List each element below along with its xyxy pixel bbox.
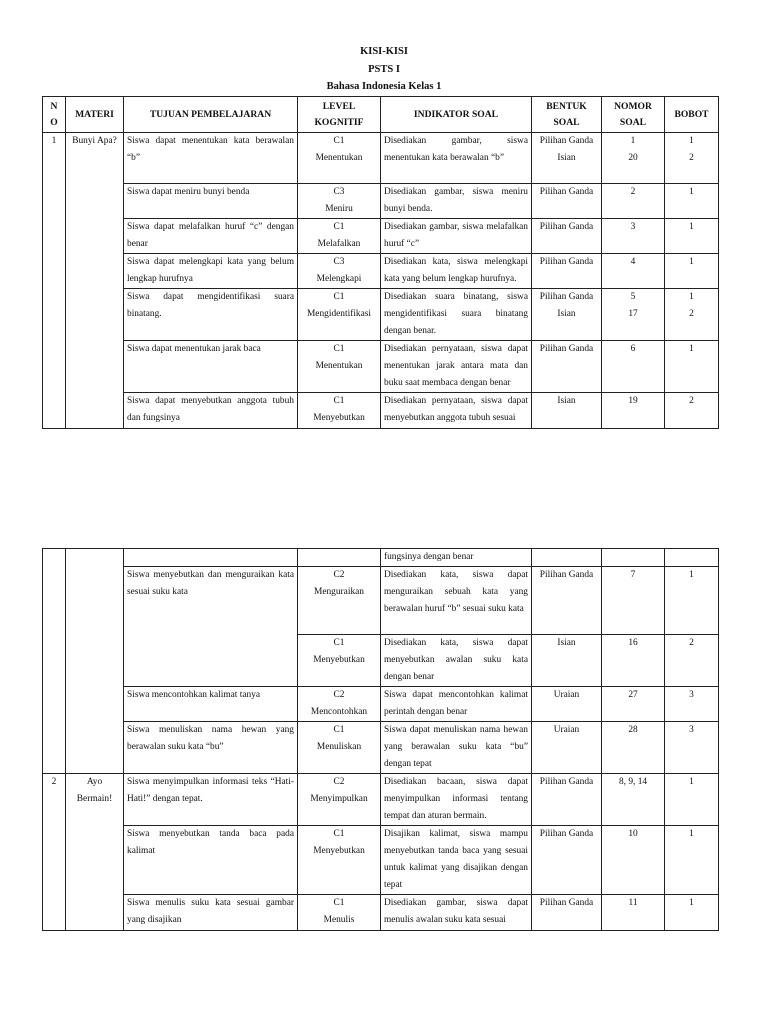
level-cell: C1 Menulis (298, 895, 381, 931)
header-indikator: INDIKATOR SOAL (381, 97, 532, 133)
nomor-cell: 10 (602, 826, 665, 895)
bobot-cell: 2 (665, 635, 719, 687)
materi-cell: Ayo Bermain! (66, 774, 124, 931)
bobot-cell: 3 (665, 687, 719, 722)
level-cell: C1 Melafalkan (298, 219, 381, 254)
indikator-cell: Disediakan suara binatang, siswa mengidentifikasi suara binatang dengan benar. (381, 289, 532, 341)
bobot-cell: 1 (665, 219, 719, 254)
bentuk-cell: Pilihan Ganda Isian (532, 133, 602, 184)
indikator-cell: Siswa dapat mencontohkan kalimat perintah dengan benar (381, 687, 532, 722)
nomor-cell: 7 (602, 567, 665, 635)
bentuk-cell (532, 549, 602, 567)
level-cell: C1 Menyebutkan (298, 393, 381, 429)
level-cell (298, 549, 381, 567)
bobot-cell: 1 (665, 254, 719, 289)
level-cell: C2 Mencontohkan (298, 687, 381, 722)
nomor-cell: 28 (602, 722, 665, 774)
bobot-cell: 2 (665, 393, 719, 429)
bentuk-cell: Pilihan Ganda (532, 567, 602, 635)
indikator-cell: Disajikan kalimat, siswa mampu menyebutkan tanda baca yang sesuai untuk kalimat yang disajikan dengan tepat (381, 826, 532, 895)
level-cell: C2 Menyimpulkan (298, 774, 381, 826)
level-cell: C3 Melengkapi (298, 254, 381, 289)
bobot-cell: 1 (665, 774, 719, 826)
level-cell: C1 Menentukan (298, 133, 381, 184)
nomor-cell: 3 (602, 219, 665, 254)
tujuan-cell: Siswa dapat menyebutkan anggota tubuh dan fungsinya (124, 393, 298, 429)
indikator-cell: Siswa dapat menuliskan nama hewan yang berawalan suku kata “bu” dengan tepat (381, 722, 532, 774)
table-row (43, 895, 719, 931)
tujuan-cell: Siswa dapat mengidentifikasi suara binatang. (124, 289, 298, 341)
tujuan-cell: Siswa dapat melengkapi kata yang belum lengkap hurufnya (124, 254, 298, 289)
header-bobot: BOBOT (665, 97, 719, 133)
level-cell: C3 Meniru (298, 184, 381, 219)
indikator-cell: fungsinya dengan benar (381, 549, 532, 567)
table-row (43, 219, 719, 254)
tujuan-cell: Siswa menyebutkan dan menguraikan kata sesuai suku kata (124, 567, 298, 687)
bobot-cell: 1 (665, 341, 719, 393)
materi-cell: Bunyi Apa? (66, 133, 124, 429)
materi-cell (66, 549, 124, 774)
header-bentuk: BENTUK SOAL (532, 97, 602, 133)
indikator-cell: Disediakan gambar, siswa dapat menulis awalan suku kata sesuai (381, 895, 532, 931)
tujuan-cell: Siswa menyebutkan tanda baca pada kalimat (124, 826, 298, 895)
level-cell: C1 Menuliskan (298, 722, 381, 774)
nomor-cell: 19 (602, 393, 665, 429)
header-level: LEVEL KOGNITIF (298, 97, 381, 133)
table-row (43, 341, 719, 393)
continuation-row (43, 549, 719, 567)
header-no: N O (43, 97, 66, 133)
table-row (43, 722, 719, 774)
nomor-cell: 6 (602, 341, 665, 393)
bobot-cell: 1 2 (665, 133, 719, 184)
nomor-cell: 27 (602, 687, 665, 722)
document-title: KISI-KISI (360, 46, 408, 57)
level-cell: C1 Menyebutkan (298, 826, 381, 895)
bentuk-cell: Isian (532, 393, 602, 429)
indikator-cell: Disediakan bacaan, siswa dapat menyimpulkan informasi tentang tempat dan aturan bermain. (381, 774, 532, 826)
level-cell: C1 Menyebutkan (298, 635, 381, 687)
bobot-cell: 3 (665, 722, 719, 774)
nomor-cell: 16 (602, 635, 665, 687)
document-subtitle: PSTS I (368, 64, 400, 75)
indikator-cell: Disediakan kata, siswa dapat menguraikan sebuah kata yang berawalan huruf “b” sesuai suku kata (381, 567, 532, 635)
bentuk-cell: Pilihan Ganda (532, 341, 602, 393)
kisi-kisi-table-page-1 (42, 96, 719, 429)
table-row (43, 393, 719, 429)
nomor-cell (602, 549, 665, 567)
course-title: Bahasa Indonesia Kelas 1 (326, 81, 442, 92)
tujuan-cell: Siswa dapat menentukan kata berawalan “b” (124, 133, 298, 184)
nomor-cell: 8, 9, 14 (602, 774, 665, 826)
bentuk-cell: Pilihan Ganda (532, 895, 602, 931)
table-row (43, 289, 719, 341)
bentuk-cell: Pilihan Ganda (532, 184, 602, 219)
nomor-cell: 1 20 (602, 133, 665, 184)
bobot-cell: 1 (665, 895, 719, 931)
row-number: 1 (43, 133, 66, 429)
tujuan-cell: Siswa menuliskan nama hewan yang berawalan suku kata “bu” (124, 722, 298, 774)
table-row (43, 184, 719, 219)
bentuk-cell: Pilihan Ganda (532, 219, 602, 254)
tujuan-cell: Siswa menyimpulkan informasi teks “Hati-Hati!” dengan tepat. (124, 774, 298, 826)
table-row (43, 254, 719, 289)
nomor-cell: 4 (602, 254, 665, 289)
indikator-cell: Disediakan gambar, siswa meniru bunyi benda. (381, 184, 532, 219)
level-cell: C1 Mengidentifikasi (298, 289, 381, 341)
tujuan-cell: Siswa dapat menentukan jarak baca (124, 341, 298, 393)
table-row (43, 774, 719, 826)
bentuk-cell: Isian (532, 635, 602, 687)
indikator-cell: Disediakan kata, siswa melengkapi kata yang belum lengkap hurufnya. (381, 254, 532, 289)
indikator-cell: Disediakan pernyataan, siswa dapat menyebutkan anggota tubuh sesuai (381, 393, 532, 429)
kisi-kisi-table-page-2 (42, 548, 719, 931)
bentuk-cell: Pilihan Ganda (532, 254, 602, 289)
row-number (43, 549, 66, 774)
tujuan-cell: Siswa dapat melafalkan huruf “c” dengan benar (124, 219, 298, 254)
bobot-cell: 1 (665, 567, 719, 635)
bobot-cell: 1 (665, 826, 719, 895)
nomor-cell: 2 (602, 184, 665, 219)
nomor-cell: 5 17 (602, 289, 665, 341)
table-row (43, 567, 719, 635)
table-row (43, 133, 719, 184)
tujuan-cell: Siswa dapat meniru bunyi benda (124, 184, 298, 219)
tujuan-cell: Siswa menulis suku kata sesuai gambar yang disajikan (124, 895, 298, 931)
table-row (43, 826, 719, 895)
tujuan-cell (124, 549, 298, 567)
indikator-cell: Disediakan pernyataan, siswa dapat menentukan jarak antara mata dan buku saat membaca dengan benar (381, 341, 532, 393)
table-header-row (43, 97, 719, 133)
indikator-cell: Disediakan gambar, siswa menentukan kata berawalan “b” (381, 133, 532, 184)
indikator-cell: Disediakan kata, siswa dapat menyebutkan awalan suku kata dengan benar (381, 635, 532, 687)
bobot-cell: 1 (665, 184, 719, 219)
bentuk-cell: Uraian (532, 687, 602, 722)
bentuk-cell: Pilihan Ganda (532, 826, 602, 895)
bentuk-cell: Pilihan Ganda Isian (532, 289, 602, 341)
header-materi: MATERI (66, 97, 124, 133)
table-row (43, 687, 719, 722)
bobot-cell: 1 2 (665, 289, 719, 341)
header-tujuan: TUJUAN PEMBELAJARAN (124, 97, 298, 133)
row-number: 2 (43, 774, 66, 931)
level-cell: C1 Menentukan (298, 341, 381, 393)
indikator-cell: Disediakan gambar, siswa melafalkan huruf “c” (381, 219, 532, 254)
nomor-cell: 11 (602, 895, 665, 931)
header-nomor: NOMOR SOAL (602, 97, 665, 133)
bentuk-cell: Uraian (532, 722, 602, 774)
tujuan-cell: Siswa mencontohkan kalimat tanya (124, 687, 298, 722)
bentuk-cell: Pilihan Ganda (532, 774, 602, 826)
level-cell: C2 Menguraikan (298, 567, 381, 635)
bobot-cell (665, 549, 719, 567)
